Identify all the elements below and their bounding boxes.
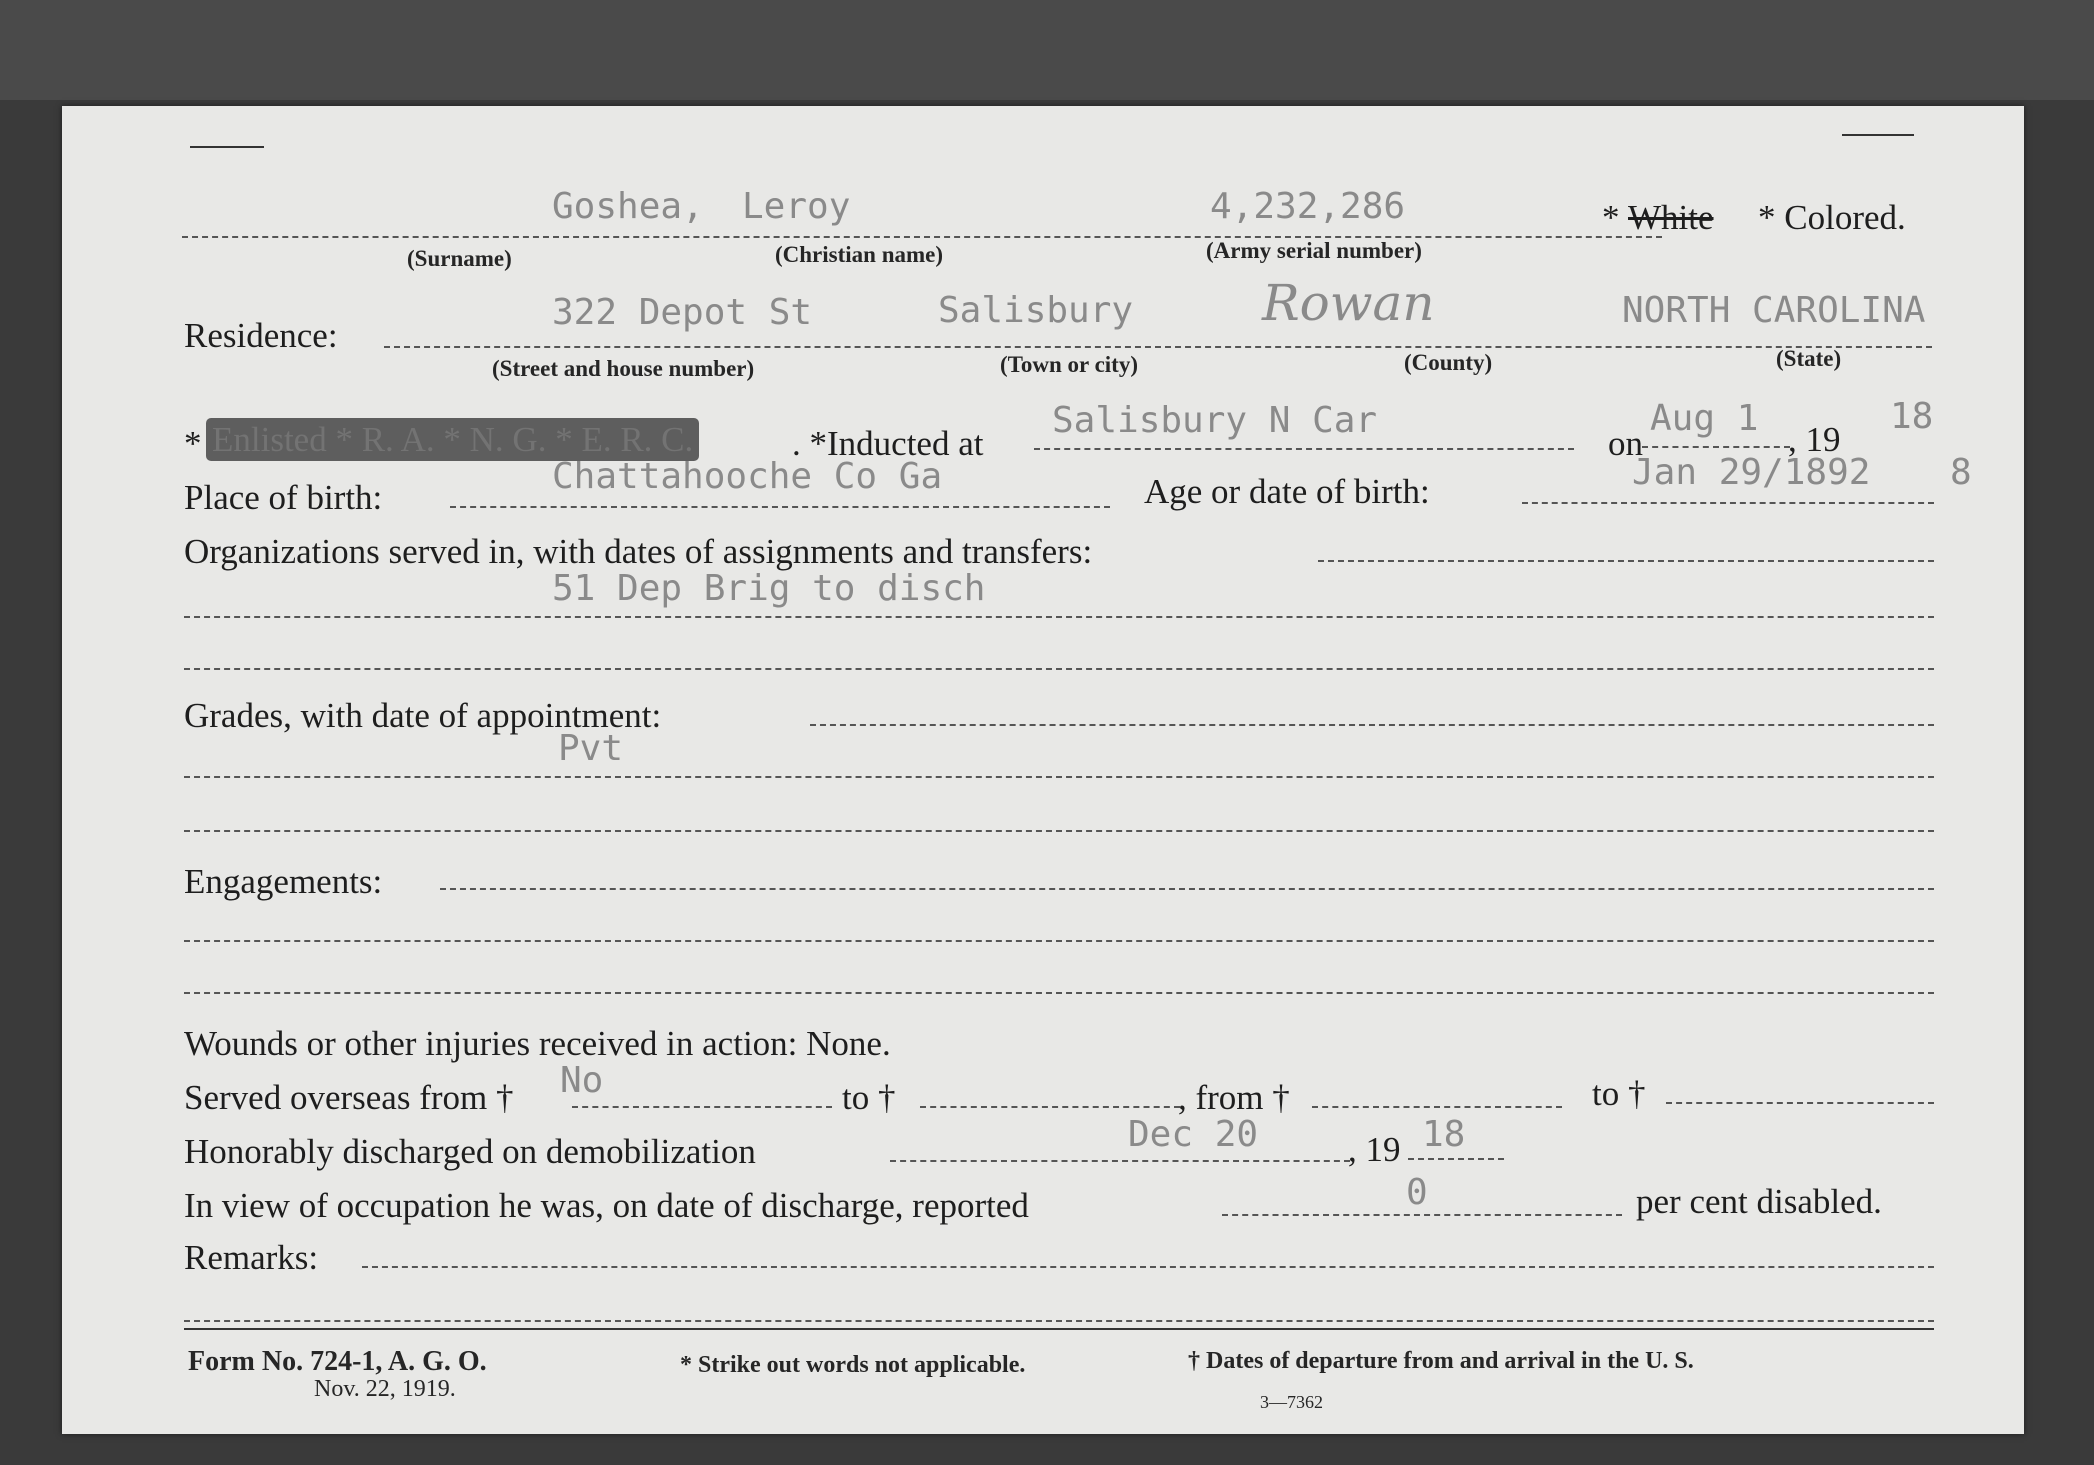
surname-caption: (Surname) xyxy=(407,246,512,271)
christian-name-caption: (Christian name) xyxy=(775,242,944,267)
state-caption: (State) xyxy=(1776,346,1842,371)
inducted-at-line xyxy=(1034,448,1574,450)
disability-line xyxy=(1222,1214,1622,1216)
service-record-card xyxy=(62,106,2024,1434)
overseas-to-label-2: to † xyxy=(1592,1074,1646,1113)
serial-number-caption: (Army serial number) xyxy=(1206,238,1422,263)
induction-on-label: on xyxy=(1608,424,1643,463)
place-of-birth-line xyxy=(450,506,1110,508)
overseas-value: No xyxy=(560,1060,604,1101)
race-colored: * Colored. xyxy=(1758,198,1906,237)
street-caption: (Street and house number) xyxy=(492,356,755,381)
residence-county-value: Rowan xyxy=(1262,274,1435,332)
residence-line xyxy=(384,346,1932,348)
grades-line-2 xyxy=(184,776,1934,778)
disability-label: In view of occupation he was, on date of discharge, reported xyxy=(184,1186,1029,1225)
induction-year-prefix: , 19 xyxy=(1788,420,1841,459)
engagements-line-1 xyxy=(440,888,1934,890)
overseas-to-label-1: to † xyxy=(842,1078,896,1117)
residence-street-value: 322 Depot St xyxy=(552,292,813,333)
place-of-birth-label: Place of birth: xyxy=(184,478,383,517)
organizations-line-1 xyxy=(1318,560,1934,562)
date-of-birth-line xyxy=(1522,502,1934,504)
top-left-rule xyxy=(190,146,264,148)
overseas-from-label-2: , from † xyxy=(1178,1078,1290,1117)
remarks-line-2 xyxy=(184,1320,1934,1322)
date-of-birth-value: Jan 29/1892 xyxy=(1632,452,1871,493)
bottom-rule xyxy=(184,1328,1934,1330)
place-of-birth-value: Chattahooche Co Ga xyxy=(552,456,943,497)
footnote-strike-out: * Strike out words not applicable. xyxy=(680,1352,1026,1378)
town-caption: (Town or city) xyxy=(1000,352,1138,377)
surname-value: Goshea, xyxy=(552,186,704,227)
discharge-date-line xyxy=(890,1160,1350,1162)
inducted-at-label: . *Inducted at xyxy=(792,424,984,463)
discharge-date-value: Dec 20 xyxy=(1128,1114,1259,1155)
card-number-rule xyxy=(1842,134,1914,136)
engagements-line-3 xyxy=(184,992,1934,994)
race-prefix: * xyxy=(1602,198,1620,237)
overseas-to-line-1 xyxy=(920,1106,1180,1108)
organizations-value: 51 Dep Brig to disch xyxy=(552,568,986,609)
discharge-label: Honorably discharged on demobilization xyxy=(184,1132,756,1171)
induction-star: * xyxy=(184,424,202,463)
organizations-line-3 xyxy=(184,668,1934,670)
grades-line-1 xyxy=(810,724,1934,726)
scan-background xyxy=(0,0,2094,100)
race-white: White xyxy=(1628,198,1714,237)
residence-label: Residence: xyxy=(184,316,338,355)
overseas-from-line-2 xyxy=(1312,1106,1562,1108)
grades-label: Grades, with date of appointment: xyxy=(184,696,662,735)
enlistment-options-struck xyxy=(206,420,699,460)
grades-line-3 xyxy=(184,830,1934,832)
overseas-from-line xyxy=(572,1106,832,1108)
induction-year-value: 18 xyxy=(1890,396,1934,437)
christian-name-value: Leroy xyxy=(742,186,851,227)
inducted-at-value: Salisbury N Car xyxy=(1052,400,1378,441)
discharge-year-prefix: , 19 xyxy=(1348,1130,1401,1169)
organizations-label: Organizations served in, with dates of assignments and transfers: xyxy=(184,532,1093,571)
printer-code: 3—7362 xyxy=(1260,1392,1323,1412)
organizations-line-2 xyxy=(184,616,1934,618)
wounds-label: Wounds or other injuries received in action: None. xyxy=(184,1024,891,1063)
form-date: Nov. 22, 1919. xyxy=(314,1376,456,1402)
remarks-label: Remarks: xyxy=(184,1238,319,1277)
date-of-birth-label: Age or date of birth: xyxy=(1144,472,1430,511)
disability-suffix: per cent disabled. xyxy=(1636,1182,1882,1221)
discharge-year-value: 18 xyxy=(1422,1114,1466,1155)
county-caption: (County) xyxy=(1404,350,1493,375)
overseas-label: Served overseas from † xyxy=(184,1078,514,1117)
disability-value: 0 xyxy=(1406,1172,1428,1213)
residence-state-value: NORTH CAROLINA xyxy=(1622,290,1926,331)
remarks-line-1 xyxy=(362,1266,1934,1268)
residence-town-value: Salisbury xyxy=(938,290,1134,331)
name-line xyxy=(182,236,1662,238)
form-number: Form No. 724-1, A. G. O. xyxy=(188,1346,487,1377)
induction-date-value: Aug 1 xyxy=(1650,398,1759,439)
induction-date-line xyxy=(1642,446,1790,448)
engagements-label: Engagements: xyxy=(184,862,383,901)
footnote-dates: † Dates of departure from and arrival in the U. S. xyxy=(1188,1348,1694,1374)
enlistment-options-redaction: Enlisted * R. A. * N. G. * E. R. C. xyxy=(206,418,699,461)
serial-number-value: 4,232,286 xyxy=(1210,186,1406,227)
overseas-to-line-2 xyxy=(1666,1102,1934,1104)
birth-note: 8 xyxy=(1950,452,1972,493)
discharge-year-line xyxy=(1408,1158,1504,1160)
engagements-line-2 xyxy=(184,940,1934,942)
grades-value: Pvt xyxy=(558,728,624,769)
